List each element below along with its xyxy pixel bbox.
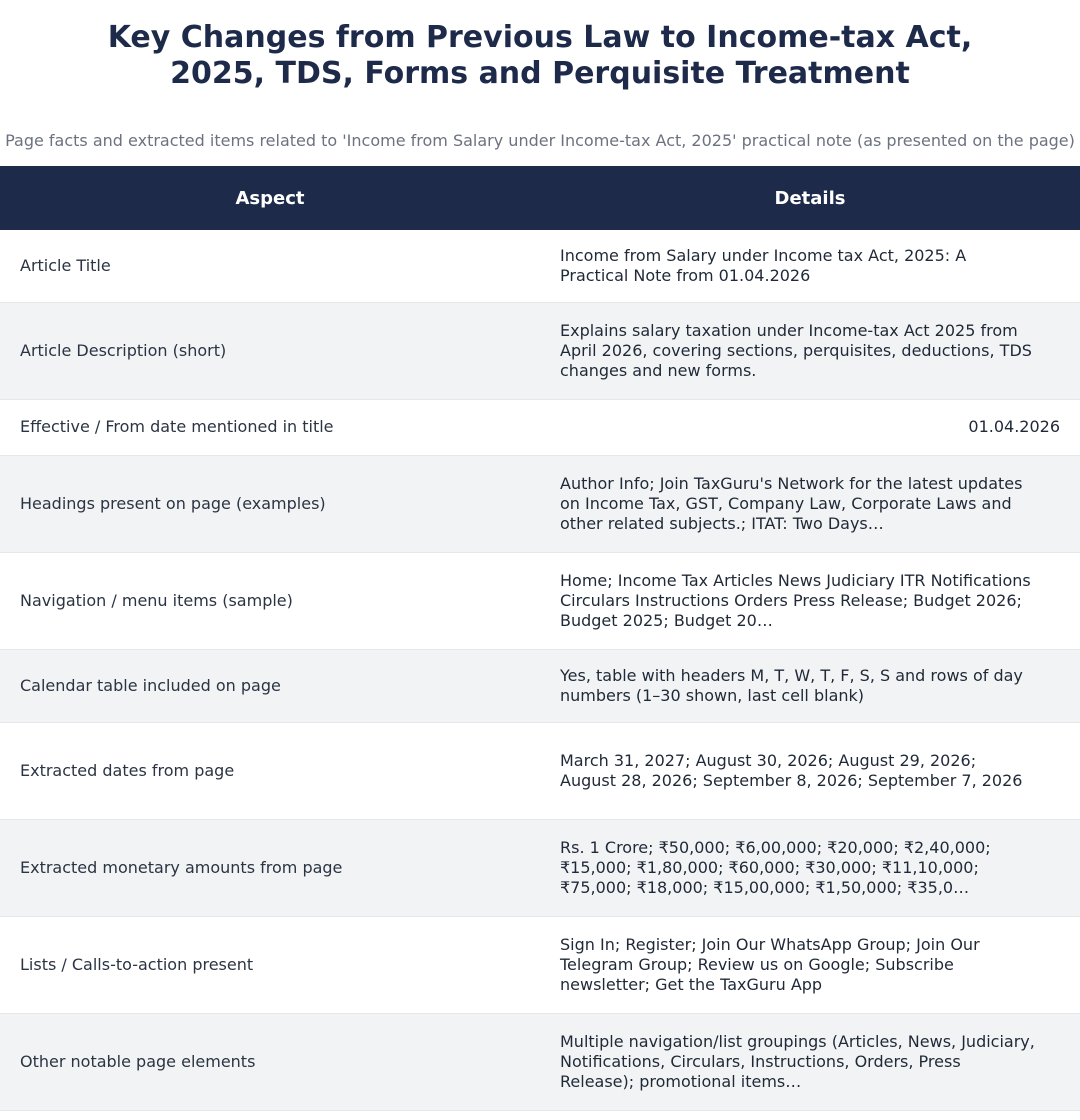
aspect-cell: Extracted monetary amounts from page: [0, 820, 540, 917]
table-row: [0, 650, 1080, 723]
table-row: [0, 553, 1080, 650]
aspect-cell: Article Description (short): [0, 303, 540, 400]
aspect-cell: Lists / Calls-to-action present: [0, 917, 540, 1014]
table-row: [0, 303, 1080, 400]
table-row: [0, 723, 1080, 820]
aspect-cell: Effective / From date mentioned in title: [0, 400, 540, 456]
details-cell: Rs. 1 Crore; ₹50,000; ₹6,00,000; ₹20,000; ₹2,40,000; ₹15,000; ₹1,80,000; ₹60,000; ₹30,000; ₹11,10,000; ₹75,000; ₹18,000; ₹15,00,000; ₹1,50,000; ₹35,0…: [540, 820, 1080, 917]
page-title: [0, 0, 1080, 92]
aspect-cell: Headings present on page (examples): [0, 456, 540, 553]
aspect-cell: Extracted dates from page: [0, 723, 540, 820]
facts-table: [0, 166, 1080, 1111]
details-cell: March 31, 2027; August 30, 2026; August 29, 2026; August 28, 2026; September 8, 2026; September 7, 2026: [540, 723, 1080, 820]
table-row: [0, 1014, 1080, 1111]
column-header-aspect: Aspect: [0, 166, 540, 230]
details-cell: Multiple navigation/list groupings (Articles, News, Judiciary, Notifications, Circulars, Instructions, Orders, Press Release); promotional items…: [540, 1014, 1080, 1111]
table-header-row: [0, 166, 1080, 230]
details-cell: Income from Salary under Income tax Act, 2025: A Practical Note from 01.04.2026: [540, 230, 1080, 303]
aspect-cell: Article Title: [0, 230, 540, 303]
table-row: [0, 917, 1080, 1014]
page-title-line-1: Key Changes from Previous Law to Income-tax Act,: [107, 20, 973, 55]
page-subtitle: Page facts and extracted items related to 'Income from Salary under Income-tax Act, 2025' practical note (as presented on the page): [5, 131, 1075, 150]
aspect-cell: Navigation / menu items (sample): [0, 553, 540, 650]
details-cell: Explains salary taxation under Income-tax Act 2025 from April 2026, covering sections, perquisites, deductions, TDS changes and new forms.: [540, 303, 1080, 400]
details-cell: Yes, table with headers M, T, W, T, F, S, S and rows of day numbers (1–30 shown, last cell blank): [540, 650, 1080, 723]
aspect-cell: Other notable page elements: [0, 1014, 540, 1111]
table-row: [0, 820, 1080, 917]
table-row: [0, 456, 1080, 553]
details-cell: 01.04.2026: [540, 400, 1080, 456]
page-title-line-2: 2025, TDS, Forms and Perquisite Treatment: [170, 56, 910, 91]
details-cell: Author Info; Join TaxGuru's Network for the latest updates on Income Tax, GST, Company Law, Corporate Laws and other related subjects.; ITAT: Two Days…: [540, 456, 1080, 553]
aspect-cell: Calendar table included on page: [0, 650, 540, 723]
details-cell: Home; Income Tax Articles News Judiciary ITR Notifications Circulars Instructions Orders Press Release; Budget 2026; Budget 2025; Budget 20…: [540, 553, 1080, 650]
column-header-details: Details: [540, 166, 1080, 230]
details-cell: Sign In; Register; Join Our WhatsApp Group; Join Our Telegram Group; Review us on Google; Subscribe newsletter; Get the TaxGuru App: [540, 917, 1080, 1014]
table-row: [0, 400, 1080, 456]
table-row: [0, 230, 1080, 303]
